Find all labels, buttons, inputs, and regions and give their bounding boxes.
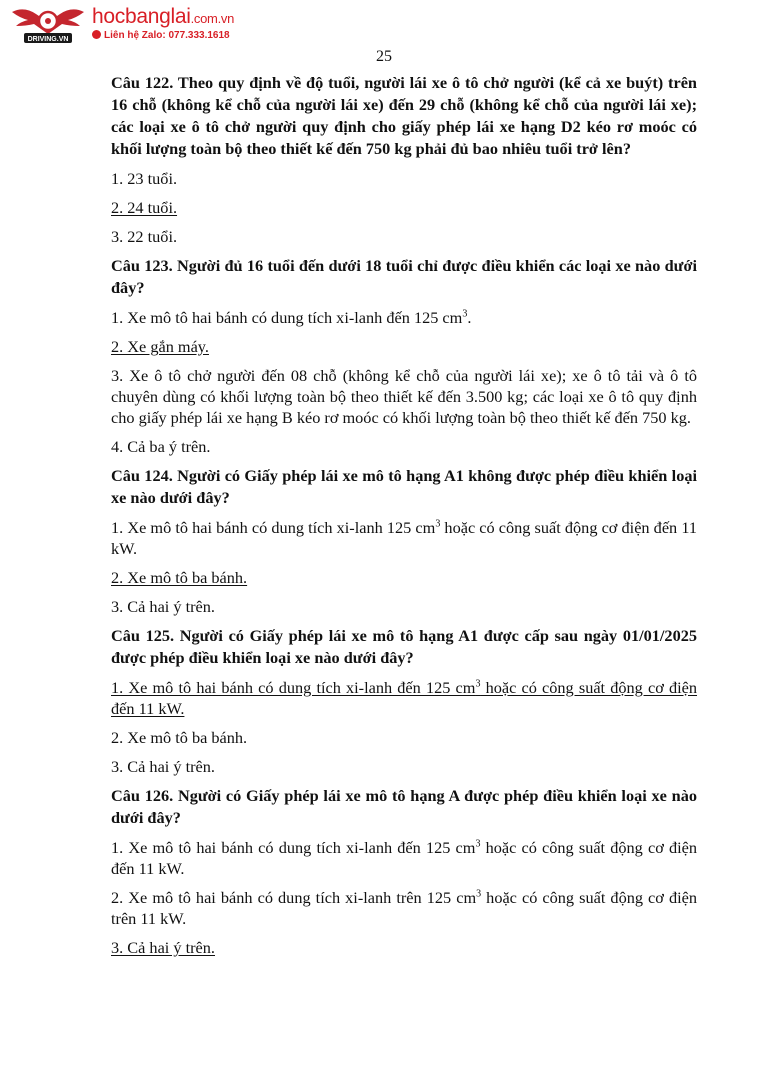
answer-122-2-correct: 2. 24 tuổi. (111, 198, 178, 217)
answer-126-1: 1. Xe mô tô hai bánh có dung tích xi-lanh đến 125 $cm^3$ hoặc có công suất động cơ điện đến 11 kW. (111, 838, 698, 878)
question-122: Câu 122. Theo quy định về độ tuổi, người lái xe ô tô chở người (kể cả xe buýt) trên 16 chỗ (không kể chỗ của người lái xe) đến 29 chỗ (không kể chỗ của người lái xe); các loại xe ô tô chở người quy định cho giấy phép lái xe hạng D2 kéo rơ moóc có khối lượng toàn bộ theo thiết kế đến 750 kg phải đủ bao nhiêu tuổi trở lên? (111, 73, 697, 158)
svg-text:DRIVING.VN: DRIVING.VN (27, 36, 69, 43)
answer-123-2-correct: 2. Xe gắn máy. (111, 337, 209, 356)
answer-125-1-correct: 1. Xe mô tô hai bánh có dung tích xi-lanh đến 125 $cm^3$ hoặc có công suất động cơ điện đến 11 kW. (111, 678, 698, 718)
answer-125-3: 3. Cả hai ý trên. (111, 757, 215, 776)
answer-124-1: 1. Xe mô tô hai bánh có dung tích xi-lanh 125 $cm^3$ hoặc có công suất động cơ điện đến 11 kW. (111, 518, 697, 558)
driving-logo-icon (10, 4, 86, 44)
page-number: 25 (376, 48, 392, 65)
answer-123-1: 1. Xe mô tô hai bánh có dung tích xi-lanh đến 125 $cm^3$. (111, 308, 472, 327)
site-name-tld: .com.vn (190, 11, 235, 26)
answer-124-2-correct: 2. Xe mô tô ba bánh. (111, 568, 248, 587)
answer-124-3: 3. Cả hai ý trên. (111, 597, 215, 616)
answer-122-1: 1. 23 tuổi. (111, 169, 178, 188)
site-name (92, 6, 234, 30)
contact-text: Liên hệ Zalo: 077.333.1618 (104, 30, 230, 41)
question-123: Câu 123. Người đủ 16 tuổi đến dưới 18 tuổi chỉ được điều khiển các loại xe nào dưới đây? (111, 256, 697, 297)
question-125: Câu 125. Người có Giấy phép lái xe mô tô hạng A1 được cấp sau ngày 01/01/2025 được phép điều khiển loại xe nào dưới đây? (111, 626, 697, 667)
site-name-main: hocbanglai (92, 5, 191, 28)
answer-126-3-correct: 3. Cả hai ý trên. (111, 938, 215, 957)
answer-126-2: 2. Xe mô tô hai bánh có dung tích xi-lanh trên 125 $cm^3$ hoặc có công suất động cơ điện trên 11 kW. (111, 888, 697, 928)
answer-123-4: 4. Cả ba ý trên. (111, 437, 211, 456)
answer-125-2: 2. Xe mô tô ba bánh. (111, 728, 248, 747)
question-126: Câu 126. Người có Giấy phép lái xe mô tô hạng A được phép điều khiển loại xe nào dưới đây? (111, 786, 697, 827)
answer-122-3: 3. 22 tuổi. (111, 227, 178, 246)
superscript-3: 3 (462, 308, 468, 320)
question-124: Câu 124. Người có Giấy phép lái xe mô tô hạng A1 không được phép điều khiển loại xe nào dưới đây? (111, 466, 697, 507)
site-header (10, 4, 340, 46)
contact-info (92, 30, 230, 42)
answer-123-3: 3. Xe ô tô chở người đến 08 chỗ (không kể chỗ của người lái xe); xe ô tô tải và ô tô chuyên dùng có khối lượng toàn bộ theo thiết kế đến 3.500 kg; các loại xe ô tô quy định cho giấy phép lái xe hạng B kéo rơ moóc có khối lượng toàn bộ theo thiết kế đến 750 kg. (111, 366, 697, 427)
document-body (111, 72, 697, 966)
phone-icon (92, 30, 101, 39)
